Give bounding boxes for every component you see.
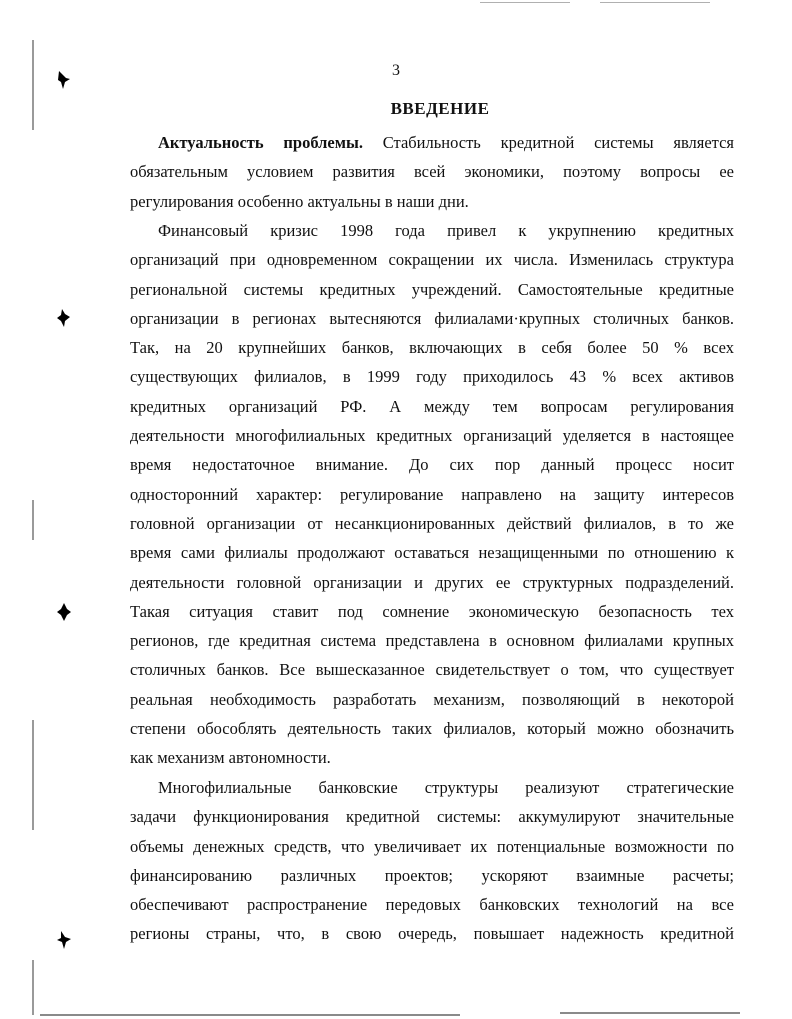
scan-edge-line <box>560 1012 740 1014</box>
paragraph-line: кредитных организаций РФ. А между тем вопросам регулирования <box>130 396 734 416</box>
paragraph <box>130 773 734 949</box>
paragraph-line: Актуальность проблемы. Стабильность кредитной системы является <box>158 133 734 152</box>
paragraph-line: задачи функционирования кредитной системы: аккумулируют значительные <box>130 807 734 827</box>
paragraph-line: региональной системы кредитных учреждений. Самостоятельные кредитные <box>130 279 734 299</box>
paragraph-lead: Актуальность проблемы. <box>158 133 363 152</box>
punch-hole-mark-icon <box>56 602 72 622</box>
paragraph-line: существующих филиалов, в 1999 году приходилось 43 % всех активов <box>130 367 734 387</box>
paragraph-line: организаций при одновременном сокращении их числа. Изменилась структура <box>130 250 734 270</box>
paragraph-line: Такая ситуация ставит под сомнение экономическую безопасность тех <box>130 601 734 621</box>
paragraph-line: обязательным условием развития всей экономики, поэтому вопросы ее <box>130 162 734 182</box>
scan-edge-line <box>32 500 34 540</box>
paragraph-line: Так, на 20 крупнейших банков, включающих в себя более 50 % всех <box>130 338 734 358</box>
punch-hole-mark-icon <box>56 930 72 950</box>
scan-edge-line <box>600 2 710 3</box>
paragraph-line: реальная необходимость разработать механизм, позволяющий в некоторой <box>130 689 734 709</box>
paragraph-line: Финансовый кризис 1998 года привел к укрупнению кредитных <box>158 221 734 240</box>
paragraph-line: объемы денежных средств, что увеличивает их потенциальные возможности по <box>130 836 734 856</box>
paragraph-line: время сами филиалы продолжают оставаться незащищенными по отношению к <box>130 543 734 563</box>
paragraph <box>130 128 734 216</box>
paragraph-line: как механизм автономности. <box>130 748 331 768</box>
paragraph <box>130 216 734 773</box>
paragraph-line: односторонний характер: регулирование направлено на защиту интересов <box>130 484 734 504</box>
paragraph-line: регулирования особенно актуальны в наши дни. <box>130 191 469 211</box>
scan-edge-line <box>32 960 34 1015</box>
paragraph-line: деятельности многофилиальных кредитных организаций уделяется в настоящее <box>130 426 734 446</box>
paragraph-line: Многофилиальные банковские структуры реализуют стратегические <box>158 778 734 797</box>
paragraph-line: деятельности головной организации и других ее структурных подразделений. <box>130 572 734 592</box>
scan-edge-line <box>40 1014 460 1016</box>
page-title: ВВЕДЕНИЕ <box>390 99 490 118</box>
paragraph-line: финансированию различных проектов; ускоряют взаимные расчеты; <box>130 865 734 885</box>
paragraph-line: регионов, где кредитная система представлена в основном филиалами крупных <box>130 631 734 651</box>
scan-edge-line <box>32 720 34 830</box>
paragraph-line: обеспечивают распространение передовых банковских технологий на все <box>130 895 734 915</box>
paragraph-line: степени обособлять деятельность таких филиалов, который можно обозначить <box>130 719 734 739</box>
paragraph-line: организации в регионах вытесняются филиалами·крупных столичных банков. <box>130 308 734 328</box>
page-number: 3 <box>392 62 400 79</box>
punch-hole-mark-icon <box>56 308 72 328</box>
paragraph-line: столичных банков. Все вышесказанное свидетельствует о том, что существует <box>130 660 734 680</box>
paragraph-line: регионы страны, что, в свою очередь, повышает надежность кредитной <box>130 924 734 944</box>
paragraph-line: головной организации от несанкционированных действий филиалов, в то же <box>130 513 734 533</box>
scan-edge-line <box>480 2 570 3</box>
paragraph-line: время недостаточное внимание. До сих пор данный процесс носит <box>130 455 734 475</box>
